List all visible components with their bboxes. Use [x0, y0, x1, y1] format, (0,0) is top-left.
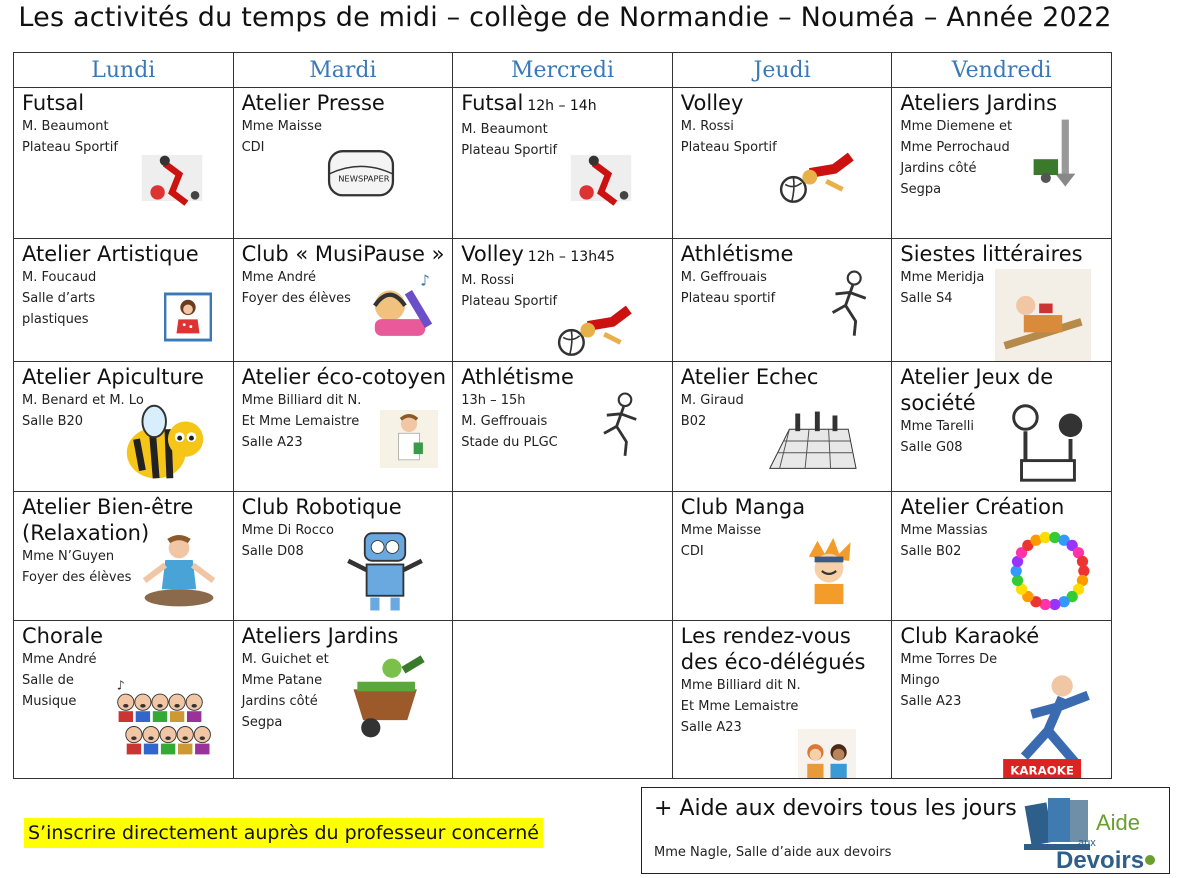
activity-name	[14, 239, 233, 267]
activity-detail: Et Mme Lemaistre	[680, 699, 799, 715]
activity-detail: M. Benard et M. Lo	[22, 392, 144, 408]
activity-detail: M. Geffrouais	[680, 270, 767, 286]
activity-card	[673, 239, 892, 361]
schedule-row	[14, 361, 1112, 491]
activity-detail: Mme Perrochaud	[900, 140, 1010, 155]
karaoke-singer-icon	[984, 667, 1111, 778]
activity-name	[234, 621, 453, 649]
day-header-wednesday: Mercredi	[453, 53, 673, 88]
activity-detail: Mme Torres De	[900, 652, 998, 668]
activity-card	[234, 239, 453, 361]
activity-title: Futsal	[461, 91, 524, 115]
activity-detail: M. Foucaud	[22, 270, 97, 286]
activity-cell	[233, 491, 453, 621]
recycling-boy-icon	[380, 390, 438, 488]
activity-name	[673, 362, 892, 390]
logo-word-aide: Aide	[1096, 810, 1141, 835]
activity-card	[14, 239, 233, 361]
schedule-row	[14, 88, 1112, 239]
activity-detail: plastiques	[22, 312, 89, 328]
activity-name	[14, 621, 233, 649]
manga-character-icon	[793, 524, 865, 618]
day-header-friday: Vendredi	[892, 53, 1112, 88]
newspaper-icon	[296, 136, 426, 212]
activity-detail: Salle de	[22, 673, 74, 689]
activity-name	[673, 621, 892, 675]
homework-help-logo	[1022, 790, 1162, 872]
activity-detail: CDI	[680, 543, 704, 559]
logo-word-devoirs: Devoirs	[1056, 847, 1145, 872]
activity-cell	[672, 239, 892, 362]
schedule-row	[14, 491, 1112, 621]
activity-name	[234, 362, 453, 390]
activity-cell	[672, 621, 892, 779]
activity-card	[892, 492, 1111, 621]
activity-name	[673, 88, 892, 116]
bee-icon	[114, 394, 214, 491]
activity-cell	[14, 361, 234, 491]
wheelbarrow-icon	[342, 651, 438, 747]
empty-slot	[453, 621, 672, 778]
activity-cell	[233, 361, 453, 491]
activity-cell	[453, 621, 673, 779]
activity-cell	[892, 239, 1112, 362]
activity-detail: Foyer des élèves	[241, 291, 351, 307]
activity-detail: Mme André	[22, 652, 97, 668]
activity-name	[892, 621, 1111, 649]
robot-icon	[338, 524, 432, 616]
activity-title: Atelier Création	[900, 494, 1065, 519]
activity-title: Club Karaoké	[900, 624, 1040, 649]
activity-card	[892, 239, 1111, 361]
activity-detail: Stade du PLGC	[461, 434, 558, 450]
activity-card	[14, 88, 233, 238]
empty-slot	[453, 492, 672, 621]
activity-detail: Foyer des élèves	[22, 569, 132, 585]
activity-detail: Mme Maisse	[680, 522, 762, 538]
activity-cell	[233, 239, 453, 362]
svg-text:NEWSPAPER: NEWSPAPER	[337, 173, 390, 184]
activity-card	[14, 621, 233, 778]
activity-detail: Et Mme Lemaistre	[241, 413, 360, 429]
activity-detail: Salle B20	[22, 413, 84, 429]
activity-card	[453, 88, 672, 238]
activity-title: Ateliers Jardins	[900, 91, 1058, 115]
schedule-row	[14, 239, 1112, 362]
activity-title: Atelier Presse	[241, 91, 385, 115]
activity-detail: Mme André	[241, 270, 317, 286]
activity-detail: Jardins côté	[241, 694, 318, 710]
activity-cell	[672, 361, 892, 491]
activity-detail: Segpa	[241, 715, 283, 731]
activity-cell	[892, 621, 1112, 779]
music-listener-icon	[352, 267, 448, 351]
day-header-tuesday: Mardi	[233, 53, 453, 88]
activity-title: Athlétisme	[680, 242, 794, 267]
activity-detail: Salle S4	[900, 291, 953, 307]
activity-name	[234, 88, 453, 116]
activity-detail: M. Geffrouais	[461, 413, 548, 429]
activity-cell	[672, 491, 892, 621]
futsal-player-icon	[551, 142, 651, 214]
activity-title: Club Robotique	[241, 494, 402, 519]
activity-title: Atelier Jeux de société	[900, 364, 1054, 415]
activity-title: Club Manga	[680, 494, 806, 519]
logo-word-aux: aux	[1078, 837, 1096, 849]
activity-schedule-table	[13, 52, 1112, 779]
activity-detail: M. Rossi	[680, 119, 734, 134]
activity-card	[892, 88, 1111, 238]
activity-title: Ateliers Jardins	[241, 624, 399, 649]
day-header-monday: Lundi	[14, 53, 234, 88]
activity-cell	[14, 491, 234, 621]
activity-detail: Mme Meridja	[900, 270, 985, 286]
activity-detail: Plateau sportif	[680, 291, 776, 307]
activity-detail: Musique	[22, 694, 77, 710]
activity-detail: Mme N’Guyen	[22, 548, 115, 564]
activity-detail: Salle B02	[900, 543, 962, 559]
activity-detail: Salle G08	[900, 439, 963, 455]
activity-time: 12h – 14h	[527, 98, 597, 114]
activity-detail: Mme Maisse	[241, 119, 322, 134]
activity-card	[453, 239, 672, 361]
eco-delegates-icon	[781, 729, 873, 778]
activity-detail: M. Giraud	[680, 392, 744, 408]
activity-cell	[672, 88, 892, 239]
activity-title: Atelier Artistique	[22, 242, 199, 267]
activity-detail: M. Rossi	[461, 273, 515, 289]
volleyball-player-icon	[531, 285, 661, 361]
activity-title: Atelier éco-cotoyen	[241, 364, 447, 389]
activity-detail: CDI	[241, 140, 265, 155]
activity-detail: Mingo	[900, 673, 940, 689]
svg-text:♪: ♪	[116, 677, 125, 693]
activity-card	[234, 492, 453, 621]
activity-detail: 13h – 15h	[461, 392, 526, 408]
day-header-row	[14, 53, 1112, 88]
svg-text:♪: ♪	[419, 271, 430, 290]
activity-detail: Mme Billiard dit N.	[241, 392, 362, 408]
activity-cell	[233, 88, 453, 239]
activity-card	[234, 621, 453, 778]
activity-cell	[14, 88, 234, 239]
activity-detail: Plateau Sportif	[22, 140, 118, 155]
activity-detail: Plateau Sportif	[680, 140, 777, 155]
meditation-icon	[136, 526, 222, 618]
bead-bracelet-icon	[1002, 524, 1098, 618]
activity-title: Club « MusiPause »	[241, 242, 445, 267]
activity-detail: Mme Massias	[900, 522, 988, 538]
page-title: Les activités du temps de midi – collège de Normandie – Nouméa – Année 2022	[18, 2, 1112, 33]
activity-card	[673, 88, 892, 238]
activity-title: Chorale	[22, 624, 104, 649]
schedule-row	[14, 621, 1112, 779]
activity-card	[234, 88, 453, 238]
activity-detail: Segpa	[900, 182, 942, 197]
activity-card	[234, 362, 453, 491]
activity-detail: Mme Patane	[241, 673, 323, 689]
activity-title: Athlétisme	[461, 364, 574, 389]
activity-detail: Salle A23	[241, 434, 303, 450]
activity-title: Volley	[680, 91, 744, 115]
activity-card	[673, 621, 892, 778]
activity-name	[673, 492, 892, 520]
activity-detail: Plateau Sportif	[461, 143, 558, 158]
activity-title: Atelier Apiculture	[22, 364, 204, 389]
activity-name	[14, 362, 233, 390]
activity-detail: Mme Billiard dit N.	[680, 678, 801, 694]
activity-name	[892, 239, 1111, 267]
homework-help-box	[641, 787, 1170, 874]
activity-cell	[892, 361, 1112, 491]
activity-time: 12h – 13h45	[527, 249, 615, 266]
activity-detail: Salle A23	[680, 720, 742, 736]
activity-title: Volley	[461, 242, 524, 267]
activity-detail: M. Guichet et	[241, 652, 329, 668]
activity-title: Siestes littéraires	[900, 242, 1083, 267]
activity-cell	[233, 621, 453, 779]
activity-cell	[892, 88, 1112, 239]
activity-cell	[453, 239, 673, 362]
activity-name	[234, 239, 453, 267]
activity-detail: B02	[680, 413, 707, 429]
chessboard-icon	[729, 390, 889, 488]
activity-card	[14, 362, 233, 491]
activity-detail: Salle A23	[900, 694, 962, 710]
activity-title: Futsal	[22, 91, 85, 115]
svg-text:KARAOKE: KARAOKE	[1010, 763, 1075, 778]
runner-icon	[811, 245, 883, 361]
activity-name	[892, 492, 1111, 520]
futsal-player-icon	[122, 142, 222, 214]
activity-card	[892, 621, 1111, 778]
reading-lounger-icon	[984, 269, 1102, 361]
volleyball-player-icon	[753, 132, 883, 214]
activity-card	[673, 362, 892, 491]
activity-cell	[892, 491, 1112, 621]
activity-detail: Mme Tarelli	[900, 418, 975, 434]
activity-cell	[14, 239, 234, 362]
activity-cell	[453, 361, 673, 491]
activity-cell	[14, 621, 234, 779]
runner-icon	[583, 366, 653, 484]
registration-note: S’inscrire directement auprès du professeur concerné	[24, 818, 543, 848]
activity-title: Atelier Bien-être (Relaxation)	[22, 494, 194, 545]
activity-name	[234, 492, 453, 520]
activity-detail: Mme Diemene et	[900, 119, 1013, 134]
activity-card	[892, 362, 1111, 491]
day-header-thursday: Jeudi	[672, 53, 892, 88]
activity-name	[453, 239, 672, 270]
activity-cell	[453, 491, 673, 621]
homework-help-title: + Aide aux devoirs tous les jours	[654, 796, 1017, 821]
activity-detail: Jardins côté	[900, 161, 977, 176]
activity-detail: Salle D08	[241, 543, 304, 559]
homework-help-detail: Mme Nagle, Salle d’aide aux devoirs	[654, 845, 892, 860]
activity-title: Atelier Echec	[680, 364, 819, 389]
activity-detail: M. Beaumont	[461, 122, 548, 137]
activity-name	[14, 88, 233, 116]
activity-card	[673, 492, 892, 621]
activity-detail: Mme Di Rocco	[241, 522, 335, 538]
choir-icon	[80, 677, 233, 767]
activity-title: Les rendez-vous des éco-délégués	[680, 624, 866, 675]
activity-card	[14, 492, 233, 621]
activity-name	[453, 88, 672, 119]
artist-icon	[164, 271, 212, 361]
activity-detail: Salle d’arts	[22, 291, 96, 307]
garden-tools-icon	[1030, 94, 1102, 210]
activity-cell	[453, 88, 673, 239]
board-game-kids-icon	[990, 392, 1104, 490]
activity-detail: Plateau Sportif	[461, 294, 558, 310]
activity-card	[453, 362, 672, 491]
activity-detail: M. Beaumont	[22, 119, 109, 134]
